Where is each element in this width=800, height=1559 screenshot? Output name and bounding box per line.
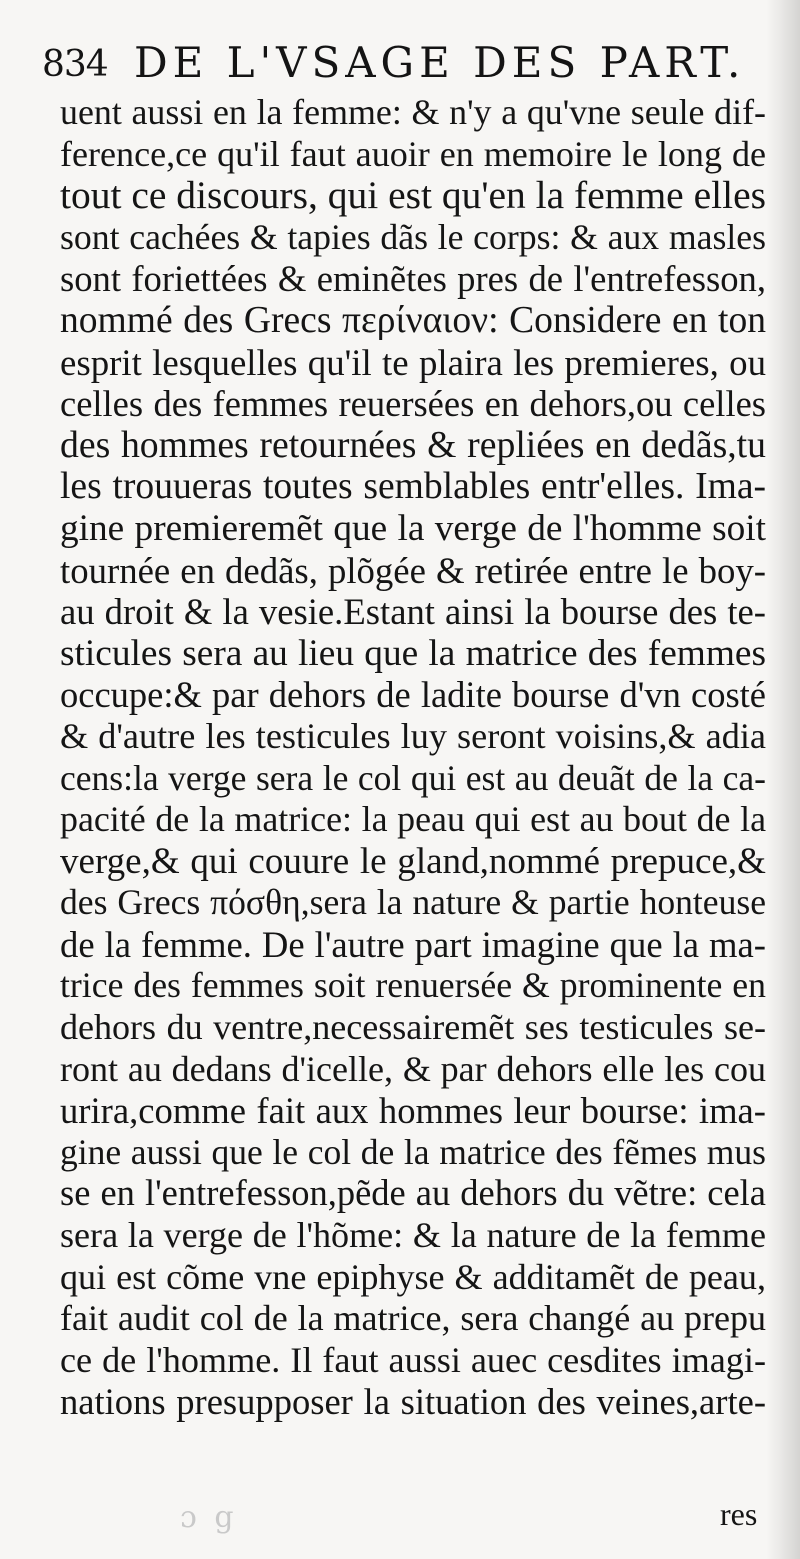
text-line: qui est cõme vne epiphyse & additamẽt de peau, [60,1256,766,1297]
page-number: 834 [42,44,108,85]
text-line: se en l'entrefesson,pẽde au dehors du vẽtre: cela [60,1173,766,1214]
text-line: verge,& qui couure le gland,nommé prepuce,& [60,840,766,882]
body-text [60,92,766,1423]
text-line: des Grecs πόσθη,sera la nature & partie honteuse [60,882,766,923]
text-line: ront au dedans d'icelle, & par dehors elle les cou [60,1048,766,1089]
text-line: tournée en dedãs, plõgée & retirée entre le boy- [60,549,766,591]
text-line: nations presupposer la situation des veines,arte- [60,1381,766,1423]
text-line: uent aussi en la femme: & n'y a qu'vne seule dif- [60,92,766,132]
text-line: sera la verge de l'hõme: & la nature de la femme [60,1215,766,1256]
text-line: tout ce discours, qui est qu'en la femme elles [60,173,766,218]
text-line: celles des femmes reuersées en dehors,ou celles [60,383,766,425]
text-line: sont foriettées & eminẽtes pres de l'entrefesson, [60,258,766,300]
text-line: urira,comme fait aux hommes leur bourse: ima- [60,1090,766,1132]
text-line: fait audit col de la matrice, sera changé au prepu [60,1298,766,1339]
text-line: ce de l'homme. Il faut aussi auec cesdites imagi- [60,1339,766,1380]
text-line: sont cachées & tapies dãs le corps: & aux masles [60,216,766,257]
page-gutter-shadow [766,0,800,1559]
text-line: sticules sera au lieu que la matrice des femmes [60,632,766,674]
text-line: les trouueras toutes semblables entr'elles. Ima- [60,466,766,508]
text-line: des hommes retournées & repliées en dedãs,tu [60,423,766,466]
text-line: trice des femmes soit renuersée & prominente en [60,965,766,1006]
text-line: dehors du ventre,necessairemẽt ses testicules se- [60,1007,766,1048]
text-line: cens:la verge sera le col qui est au deuãt de la ca- [60,757,766,798]
text-line: gine aussi que le col de la matrice des fẽmes mus [60,1131,766,1172]
text-line: ference,ce qu'il faut auoir en memoire le long de [60,133,766,174]
text-line: de la femme. De l'autre part imagine que la ma- [60,923,766,965]
running-title: DE L'VSAGE DES PART. [134,38,746,87]
text-line: esprit lesquelles qu'il te plaira les premieres, ou [60,341,766,383]
text-line: pacité de la matrice: la peau qui est au bout de la [60,799,766,840]
text-line: gine premieremẽt que la verge de l'homme soit [60,507,766,549]
text-line: nommé des Grecs περίναιον: Considere en ton [60,299,766,341]
text-line: & d'autre les testicules luy seront voisins,& adia [60,715,766,756]
text-line: occupe:& par dehors de ladite bourse d'vn costé [60,674,766,716]
show-through-bleed: ɔ g [180,1500,238,1535]
text-line: au droit & la vesie.Estant ainsi la bourse des te- [60,591,766,633]
running-head [42,38,746,94]
catchword: res [720,1496,758,1532]
